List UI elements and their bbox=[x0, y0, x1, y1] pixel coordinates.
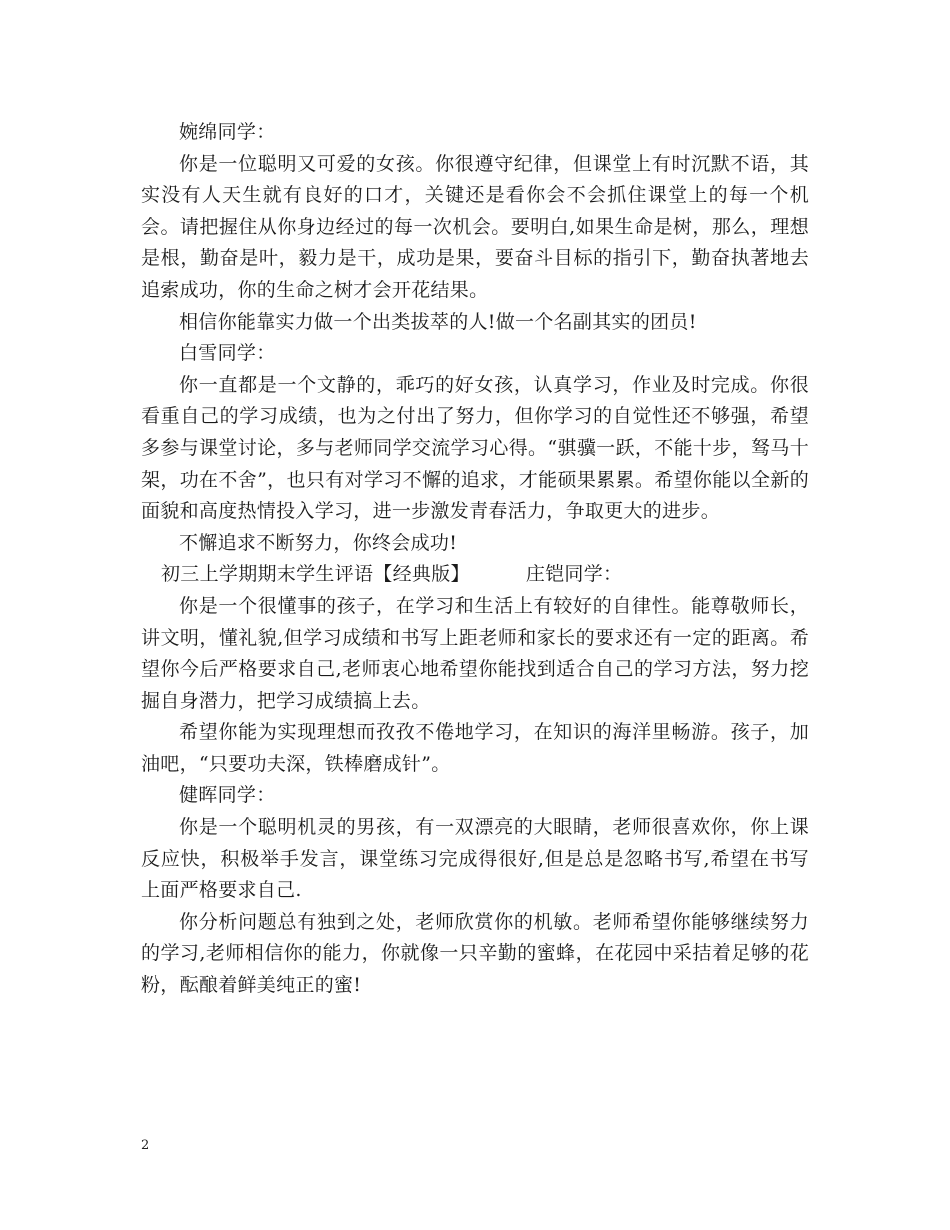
comment-paragraph: 不懈追求不断努力，你终会成功! bbox=[179, 531, 458, 554]
section-title-line bbox=[141, 559, 809, 591]
comment-paragraph: 希望你能为实现理想而孜孜不倦地学习，在知识的海洋里畅游。孩子，加油吧，“只要功夫深，铁棒磨成针”。 bbox=[141, 721, 809, 775]
student-heading-jianhui: 健晖同学： bbox=[179, 784, 276, 807]
section-title: 初三上学期期末学生评语【经典版】 bbox=[161, 563, 470, 586]
student-heading-wanmian: 婉绵同学： bbox=[179, 121, 276, 143]
comment-paragraph: 你是一位聪明又可爱的女孩。你很遵守纪律，但课堂上有时沉默不语，其实没有人天生就有良好的口才，关键还是看你会不会抓住课堂上的每一个机会。请把握住从你身边经过的每一次机会。要明白,如果生命是树，那么，理想是根，勤奋是叶，毅力是干，成功是果，要奋斗目标的指引下，勤奋执著地去追索成功，你的生命之树才会开花结果。 bbox=[141, 152, 809, 301]
comment-paragraph: 相信你能靠实力做一个出类拔萃的人!做一个名副其实的团员! bbox=[179, 310, 697, 333]
page-number: 2 bbox=[141, 1138, 150, 1153]
comment-paragraph: 你是一个聪明机灵的男孩，有一双漂亮的大眼睛，老师很喜欢你，你上课反应快，积极举手发言，课堂练习完成得很好,但是总是忽略书写,希望在书写上面严格要求自己. bbox=[141, 816, 809, 902]
document-body bbox=[141, 117, 809, 1002]
student-heading-zhuangkai: 庄铠同学： bbox=[525, 563, 623, 586]
student-heading-baixue: 白雪同学： bbox=[179, 342, 276, 365]
comment-paragraph: 你分析问题总有独到之处，老师欣赏你的机敏。老师希望你能够继续努力的学习,老师相信你的能力，你就像一只辛勤的蜜蜂，在花园中采拮着足够的花粉，酝酿着鲜美纯正的蜜! bbox=[141, 910, 809, 997]
comment-paragraph: 你一直都是一个文静的，乖巧的好女孩，认真学习，作业及时完成。你很看重自己的学习成绩，也为之付出了努力，但你学习的自觉性还不够强，希望多参与课堂讨论，多与老师同学交流学习心得。“骐骥一跃，不能十步，驽马十架，功在不舍”，也只有对学习不懈的追求，才能硕果累累。希望你能以全新的面貌和高度热情投入学习，进一步激发青春活力，争取更大的进步。 bbox=[141, 373, 809, 523]
comment-paragraph: 你是一个很懂事的孩子，在学习和生活上有较好的自律性。能尊敬师长，讲文明，懂礼貌,但学习成绩和书写上距老师和家长的要求还有一定的距离。希望你今后严格要求自己,老师衷心地希望你能找到适合自己的学习方法，努力挖掘自身潜力，把学习成绩搞上去。 bbox=[141, 594, 809, 712]
